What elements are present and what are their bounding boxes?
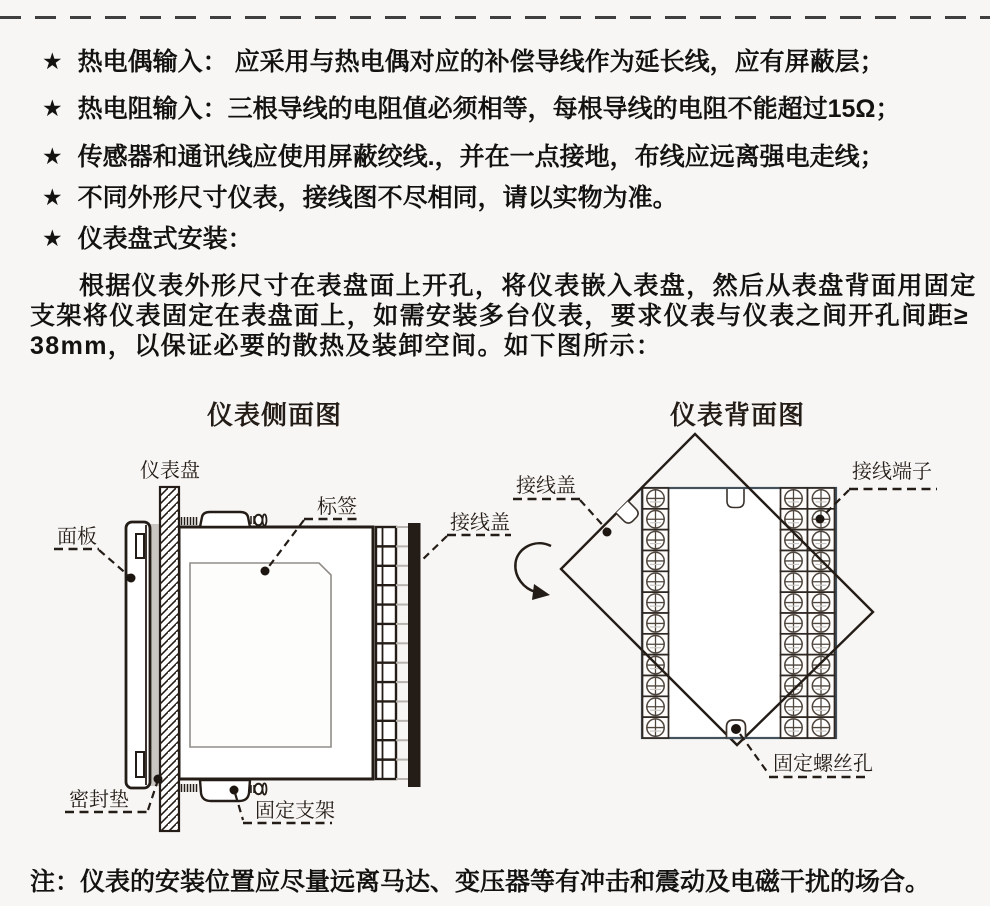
terminal-callout-dot	[816, 515, 825, 524]
cover-notch	[616, 501, 640, 525]
star-icon: ★	[42, 95, 63, 121]
screw-head-icon	[255, 784, 263, 794]
star-icon: ★	[42, 225, 63, 251]
paragraph-line: 支架将仪表固定在表盘面上，如需安装多台仪表，要求仪表与仪表之间开孔间距≥	[30, 302, 970, 330]
label-fixing-bracket: 固定支架	[255, 800, 335, 822]
bullet-text: 热电阻输入：三根导线的电阻值必须相等，每根导线的电阻不能超过15Ω；	[77, 95, 901, 123]
back-view-diagram	[480, 425, 990, 810]
label-seal-gasket: 密封垫	[69, 789, 129, 811]
paragraph-line: 根据仪表外形尺寸在表盘面上开孔，将仪表嵌入表盘，然后从表盘背面用固定	[79, 272, 977, 300]
screw-thread	[182, 517, 197, 525]
screw-head-icon	[255, 515, 263, 525]
label-wiring-cover: 接线盖	[450, 512, 510, 534]
screw-thread	[182, 784, 197, 792]
bullet-item	[42, 50, 885, 75]
bullet-item	[42, 186, 678, 211]
bullet-item	[42, 145, 885, 170]
bezel-clip-bottom	[136, 752, 144, 777]
rotation-arrow-icon	[515, 543, 551, 600]
bezel-clip-top	[136, 534, 144, 558]
fixing-bracket-bottom	[182, 780, 267, 801]
label-front-panel: 面板	[57, 526, 97, 548]
label-area	[190, 563, 331, 747]
star-icon: ★	[42, 48, 63, 74]
bracket-callout-dot	[230, 786, 239, 795]
label-tag: 标签	[317, 496, 357, 518]
ladder-wire-links	[396, 527, 408, 779]
screw-head-icon	[263, 783, 267, 794]
bullet-item	[42, 227, 253, 252]
case-notch-top	[727, 489, 744, 508]
back-view-title: 仪表背面图	[670, 401, 806, 430]
label-wiring-cover: 接线盖	[516, 475, 576, 497]
paragraph-line: 38mm，以保证必要的散热及装卸空间。如下图所示：	[30, 332, 663, 360]
bullet-item	[42, 97, 900, 122]
label-panel-board: 仪表盘	[140, 460, 200, 482]
seal-gasket	[151, 524, 161, 786]
bullet-text: 热电偶输入： 应采用与热电偶对应的补偿导线作为延长线，应有屏蔽层；	[77, 48, 885, 76]
gasket-callout-dot	[154, 775, 163, 784]
side-view-diagram	[0, 440, 520, 840]
side-view-title: 仪表侧面图	[207, 401, 343, 430]
screw-hole-callout-dot	[731, 724, 741, 734]
label-screw-hole: 固定螺丝孔	[773, 753, 873, 775]
bullet-text: 不同外形尺寸仪表，接线图不尽相同，请以实物为准。	[77, 184, 678, 212]
fixing-bracket-top	[182, 512, 267, 527]
label-terminals: 接线端子	[852, 461, 932, 483]
page-top-dashed-border	[0, 16, 990, 19]
mounting-panel-wall	[160, 487, 179, 831]
bullet-text: 仪表盘式安装：	[77, 225, 253, 253]
star-icon: ★	[42, 184, 63, 210]
bullet-text: 传感器和通讯线应使用屏蔽绞线.，并在一点接地，布线应远离强电走线；	[77, 143, 885, 171]
screw-head-icon	[263, 514, 267, 525]
wiring-cover-bar	[408, 523, 421, 787]
bottom-note: 注：仪表的安装位置应尽量远离马达、变压器等有冲击和震动及电磁干扰的场合。	[30, 868, 931, 896]
tag-callout-dot	[261, 567, 270, 576]
star-icon: ★	[42, 143, 63, 169]
installation-paragraph	[30, 271, 975, 361]
